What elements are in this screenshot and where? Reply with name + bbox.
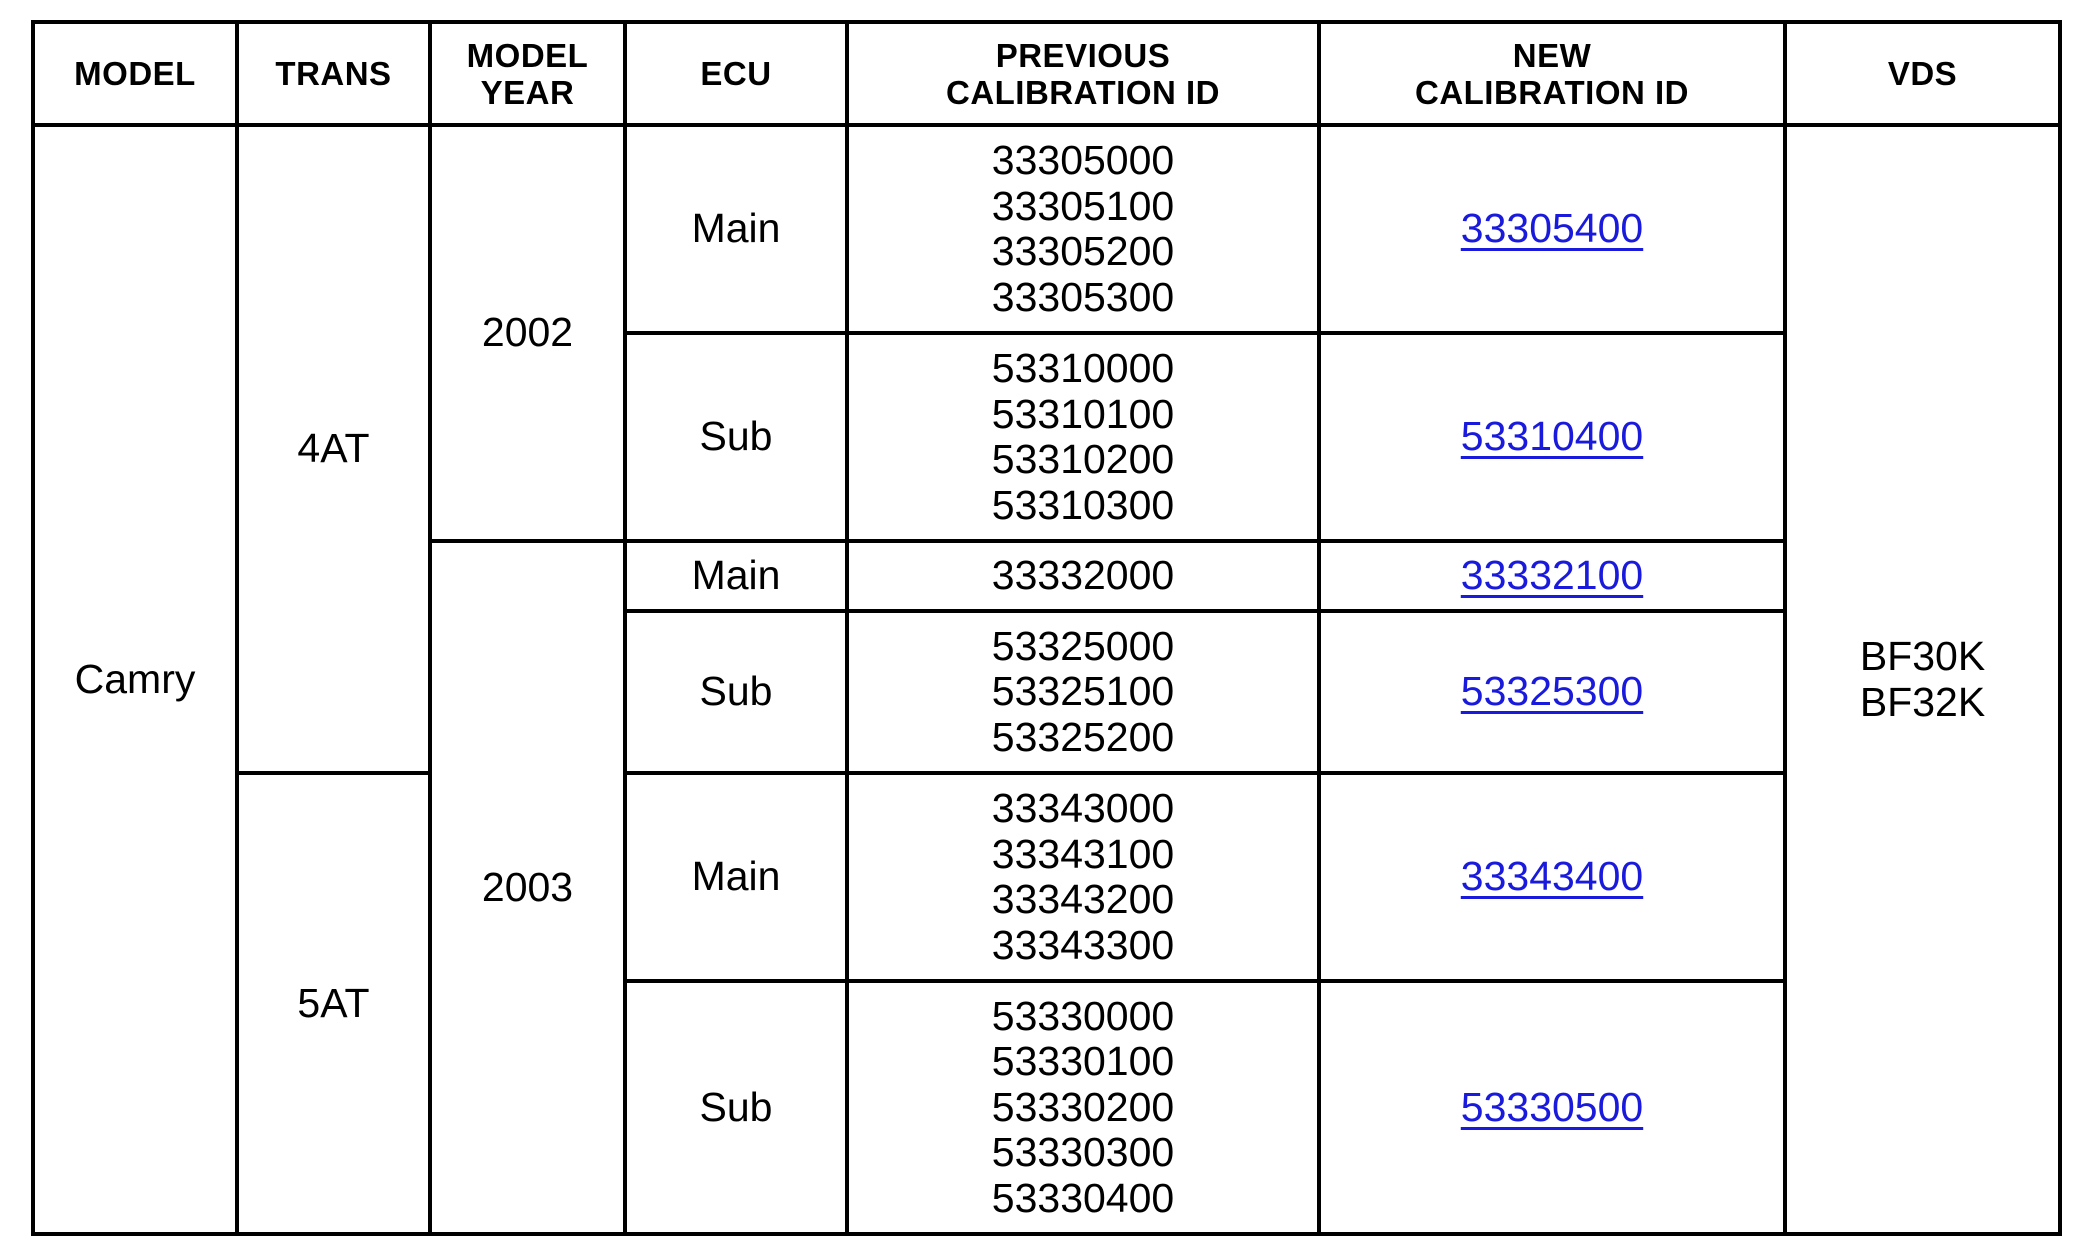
new-calibration-link[interactable]: 53330500 <box>1460 1083 1644 1130</box>
previous-id: 53325000 <box>991 622 1175 669</box>
header-new-line2: CALIBRATION ID <box>1414 73 1690 111</box>
ecu-value: Main <box>691 552 781 599</box>
ecu-value: Sub <box>699 1083 773 1130</box>
header-vds <box>1785 22 2060 125</box>
trans-cell-4at <box>237 125 430 773</box>
ecu-cell <box>625 541 847 611</box>
new-calibration-link[interactable]: 53310400 <box>1460 413 1644 460</box>
new-calibration-link[interactable]: 33343400 <box>1460 853 1644 900</box>
calibration-table <box>31 20 2062 1236</box>
model-year-cell-2002 <box>430 125 625 541</box>
ecu-value: Sub <box>699 413 773 460</box>
previous-id: 53330200 <box>991 1083 1175 1130</box>
previous-id: 33305300 <box>991 273 1175 320</box>
header-trans <box>237 22 430 125</box>
header-previous-line1: PREVIOUS <box>995 36 1171 74</box>
previous-id: 33343000 <box>991 785 1175 831</box>
ecu-cell <box>625 611 847 773</box>
trans-cell-5at <box>237 773 430 1234</box>
header-model-year-line2: YEAR <box>480 73 575 111</box>
vds-value: BF32K <box>1859 678 1986 725</box>
new-id-cell <box>1319 773 1785 981</box>
header-previous-line2: CALIBRATION ID <box>945 73 1221 111</box>
header-new-line1: NEW <box>1512 36 1592 74</box>
previous-id: 53330100 <box>991 1038 1175 1085</box>
table-row <box>33 773 2060 981</box>
previous-id: 33332000 <box>991 552 1175 599</box>
previous-ids-cell <box>847 611 1319 773</box>
previous-id: 53325100 <box>991 668 1175 715</box>
header-row <box>33 22 2060 125</box>
new-calibration-link[interactable]: 33332100 <box>1460 552 1644 599</box>
previous-id: 53310200 <box>991 436 1175 482</box>
header-model-year-line1: MODEL <box>466 36 589 74</box>
vds-value: BF30K <box>1859 633 1986 679</box>
ecu-cell <box>625 773 847 981</box>
new-id-cell <box>1319 611 1785 773</box>
ecu-value: Main <box>691 205 781 252</box>
ecu-cell <box>625 981 847 1234</box>
header-previous-calibration-id <box>847 22 1319 125</box>
previous-id: 33305100 <box>991 182 1175 229</box>
previous-ids-cell <box>847 125 1319 333</box>
trans-value: 5AT <box>297 979 370 1026</box>
previous-id: 53310000 <box>991 345 1175 391</box>
model-cell <box>33 125 237 1234</box>
previous-ids-cell <box>847 773 1319 981</box>
header-ecu-label: ECU <box>700 55 772 92</box>
header-trans-label: TRANS <box>275 55 392 92</box>
trans-value: 4AT <box>297 425 370 472</box>
model-value: Camry <box>74 655 196 702</box>
vds-cell <box>1785 125 2060 1234</box>
ecu-cell <box>625 125 847 333</box>
header-new-calibration-id <box>1319 22 1785 125</box>
previous-ids-cell <box>847 333 1319 541</box>
previous-id: 53310300 <box>991 481 1175 528</box>
ecu-value: Sub <box>699 668 773 715</box>
previous-id: 53310100 <box>991 390 1175 437</box>
new-calibration-link[interactable]: 53325300 <box>1460 668 1644 715</box>
header-model-label: MODEL <box>74 55 196 92</box>
previous-id: 33343300 <box>991 921 1175 968</box>
model-year-cell-2003 <box>430 541 625 1234</box>
model-year-value: 2003 <box>481 863 574 910</box>
header-model <box>33 22 237 125</box>
calibration-table-container <box>31 20 2058 1236</box>
new-id-cell <box>1319 541 1785 611</box>
new-id-cell <box>1319 333 1785 541</box>
header-model-year <box>430 22 625 125</box>
header-vds-label: VDS <box>1887 55 1958 92</box>
new-id-cell <box>1319 125 1785 333</box>
header-ecu <box>625 22 847 125</box>
previous-id: 33343200 <box>991 876 1175 922</box>
previous-id: 53330400 <box>991 1174 1175 1221</box>
previous-id: 33305000 <box>991 137 1175 183</box>
new-id-cell <box>1319 981 1785 1234</box>
previous-id: 53330300 <box>991 1129 1175 1176</box>
ecu-value: Main <box>691 853 781 900</box>
previous-ids-cell <box>847 981 1319 1234</box>
previous-id: 53325200 <box>991 713 1175 760</box>
previous-id: 33343100 <box>991 830 1175 877</box>
previous-id: 53330000 <box>991 992 1175 1039</box>
previous-ids-cell <box>847 541 1319 611</box>
ecu-cell <box>625 333 847 541</box>
model-year-value: 2002 <box>481 309 574 356</box>
table-row <box>33 125 2060 333</box>
new-calibration-link[interactable]: 33305400 <box>1460 205 1644 252</box>
previous-id: 33305200 <box>991 228 1175 274</box>
